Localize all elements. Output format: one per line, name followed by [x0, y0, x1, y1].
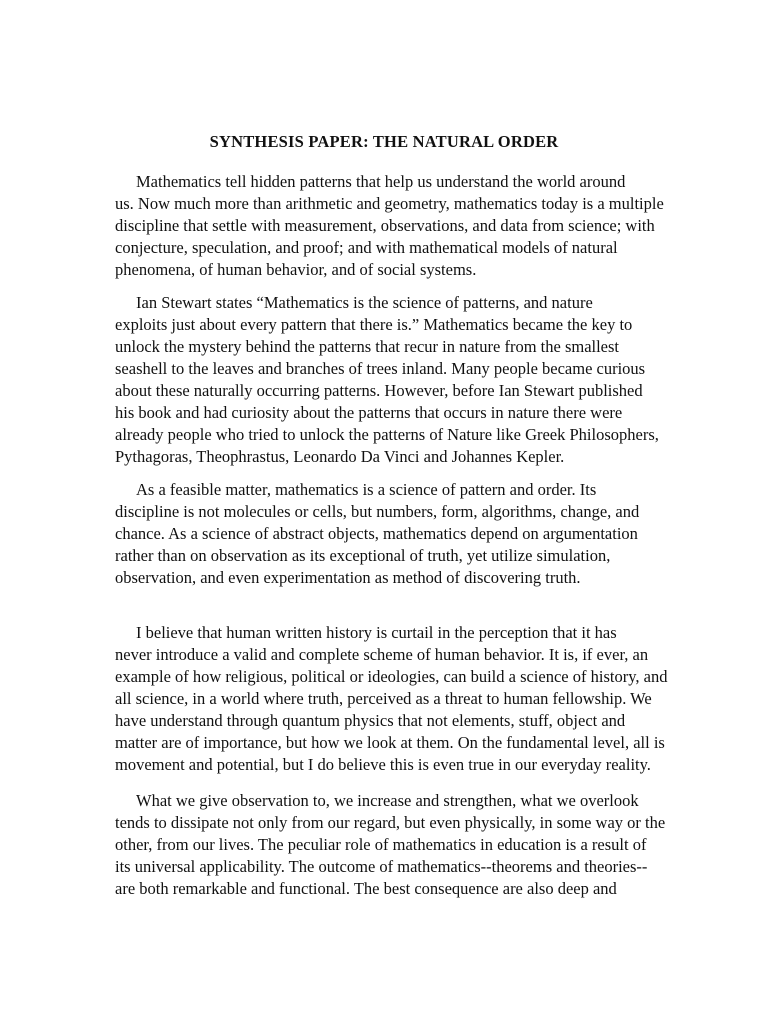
paragraph-line: have understand through quantum physics that not elements, stuff, object and — [115, 711, 626, 730]
paragraph-line: conjecture, speculation, and proof; and with mathematical models of natural — [115, 238, 618, 257]
paragraph-line: rather than on observation as its exceptional of truth, yet utilize simulation, — [115, 546, 611, 565]
paragraph-line: other, from our lives. The peculiar role of mathematics in education is a result of — [115, 835, 647, 854]
paragraph-line: I believe that human written history is curtail in the perception that it has — [136, 623, 617, 642]
paragraph-line: What we give observation to, we increase and strengthen, what we overlook — [136, 791, 639, 810]
paragraph-4 — [115, 622, 685, 776]
paragraph-line: never introduce a valid and complete scheme of human behavior. It is, if ever, an — [115, 645, 649, 664]
document-title: SYNTHESIS PAPER: THE NATURAL ORDER — [209, 132, 559, 151]
paragraph-line: Pythagoras, Theophrastus, Leonardo Da Vinci and Johannes Kepler. — [115, 447, 565, 466]
paragraph-line: tends to dissipate not only from our regard, but even physically, in some way or the — [115, 813, 666, 832]
paragraph-line: observation, and even experimentation as method of discovering truth. — [115, 568, 581, 587]
paragraph-line: chance. As a science of abstract objects, mathematics depend on argumentation — [115, 524, 638, 543]
paragraph-line: exploits just about every pattern that there is.” Mathematics became the key to — [115, 315, 633, 334]
paragraph-1 — [115, 171, 685, 281]
paragraph-line: seashell to the leaves and branches of trees inland. Many people became curious — [115, 359, 646, 378]
paragraph-line: all science, in a world where truth, perceived as a threat to human fellowship. We — [115, 689, 652, 708]
paragraph-line: about these naturally occurring patterns. However, before Ian Stewart published — [115, 381, 643, 400]
paragraph-line: phenomena, of human behavior, and of social systems. — [115, 260, 477, 279]
paragraph-line: his book and had curiosity about the patterns that occurs in nature there were — [115, 403, 623, 422]
paragraph-line: movement and potential, but I do believe this is even true in our everyday reality. — [115, 755, 651, 774]
paragraph-line: already people who tried to unlock the patterns of Nature like Greek Philosophers, — [115, 425, 659, 444]
paragraph-line: example of how religious, political or ideologies, can build a science of history, and — [115, 667, 668, 686]
paragraph-line: its universal applicability. The outcome of mathematics--theorems and theories-- — [115, 857, 648, 876]
paragraph-line: matter are of importance, but how we look at them. On the fundamental level, all is — [115, 733, 665, 752]
paragraph-line: Mathematics tell hidden patterns that help us understand the world around — [136, 172, 626, 191]
paragraph-3 — [115, 479, 685, 589]
paragraph-5 — [115, 790, 685, 900]
paragraph-line: Ian Stewart states “Mathematics is the science of patterns, and nature — [136, 293, 593, 312]
paragraph-line: As a feasible matter, mathematics is a science of pattern and order. Its — [136, 480, 597, 499]
paragraph-2 — [115, 292, 685, 468]
paragraph-line: discipline is not molecules or cells, but numbers, form, algorithms, change, and — [115, 502, 640, 521]
paragraph-line: are both remarkable and functional. The best consequence are also deep and — [115, 879, 617, 898]
paragraph-line: unlock the mystery behind the patterns that recur in nature from the smallest — [115, 337, 620, 356]
paragraph-line: discipline that settle with measurement, observations, and data from science; with — [115, 216, 655, 235]
paragraph-line: us. Now much more than arithmetic and geometry, mathematics today is a multiple — [115, 194, 664, 213]
